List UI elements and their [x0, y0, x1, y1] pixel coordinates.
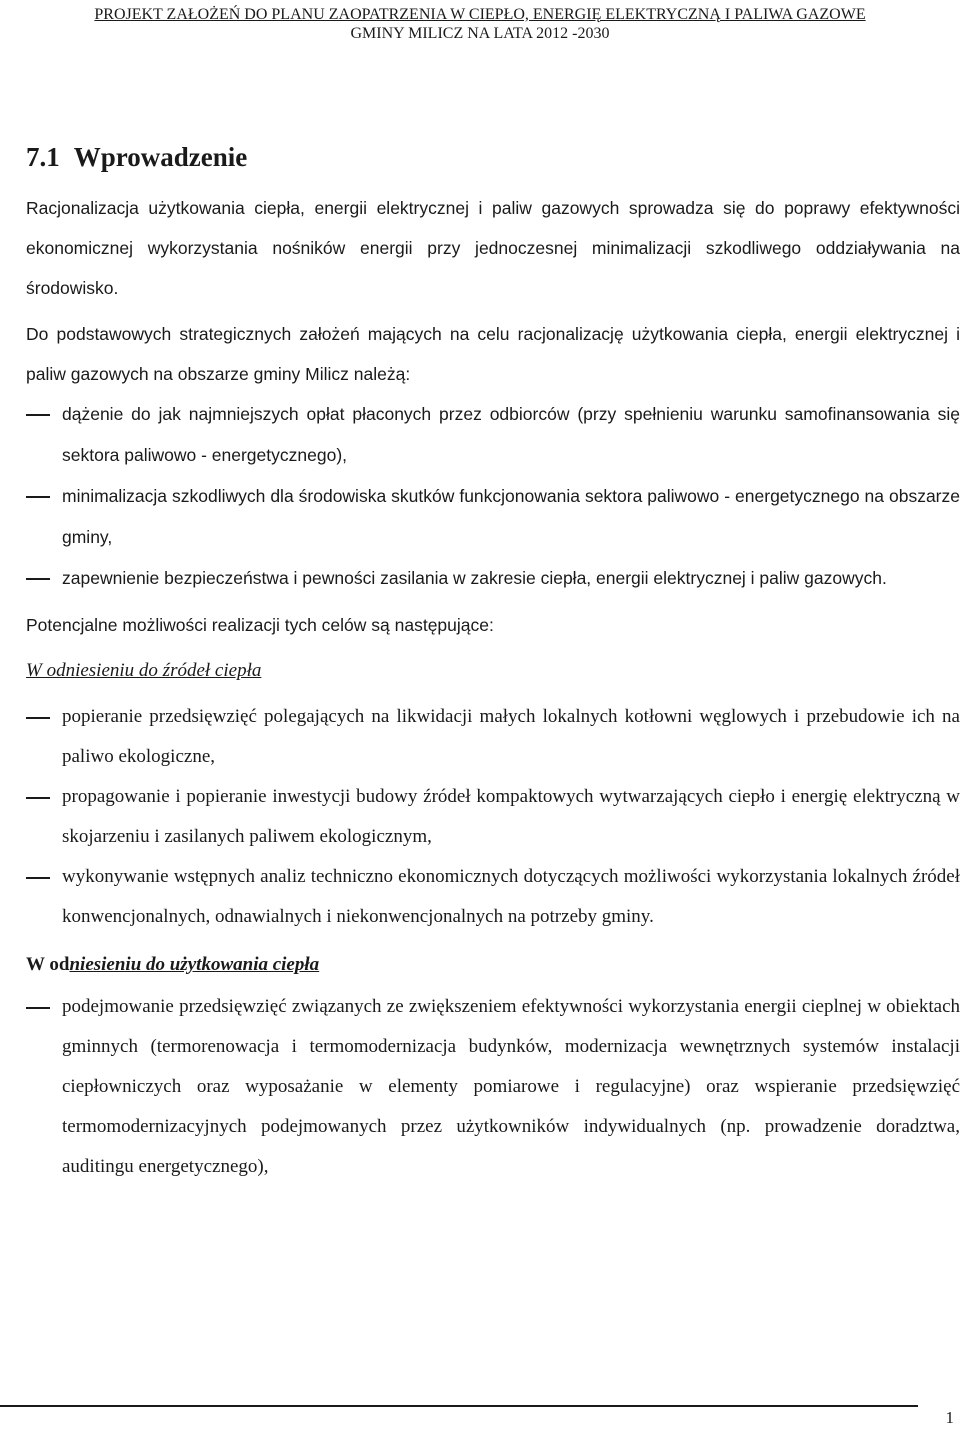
list-item-text: dążenie do jak najmniejszych opłat płaconych przez odbiorców (przy spełnieniu warunku samofinansowania się sektora paliwowo - energetycznego),: [62, 404, 960, 465]
section-number: 7.1: [26, 142, 60, 172]
footer-rule: [0, 1405, 918, 1407]
usage-list: [26, 987, 960, 1187]
intro-paragraph: Racjonalizacja użytkowania ciepła, energii elektrycznej i paliw gazowych sprowadza się do poprawy efektywności ekonomicznej wykorzystania nośników energii przy jednoczesnej minimalizacji szkodliwego oddziaływania na środowisko.: [26, 198, 960, 298]
list-item: [26, 558, 960, 599]
assumptions-list: [26, 394, 960, 599]
page-number: 1: [945, 1408, 954, 1427]
list-item-text: podejmowanie przedsięwzięć związanych ze zwiększeniem efektywności wykorzystania energii cieplnej w obiektach gminnych (termorenowacja i termomodernizacja budynków, modernizacja wewnętrznych systemów instalacji ciepłowniczych oraz wyposażanie w elementy pomiarowe i regulacyjne) oraz wspieranie przedsięwzięć termomodernizacyjnych podejmowanych przez użytkowników indywidualnych (np. prowadzenie doradztwa, auditingu energetycznego),: [62, 996, 960, 1177]
section-heading: [26, 140, 960, 174]
header-title-line: PROJEKT ZAŁOŻEŃ DO PLANU ZAOPATRZENIA W CIEPŁO, ENERGIĘ ELEKTRYCZNĄ I PALIWA GAZOWE: [94, 6, 866, 23]
list-item-text: propagowanie i popieranie inwestycji budowy źródeł kompaktowych wytwarzających ciepło i energię elektryczną w skojarzeniu i zasilanych paliwem ekologicznym,: [62, 786, 960, 847]
possibilities-lead: Potencjalne możliwości realizacji tych celów są następujące:: [26, 615, 494, 635]
list-item-text: wykonywanie wstępnych analiz techniczno ekonomicznych dotyczących możliwości wykorzystania lokalnych źródeł konwencjonalnych, odnawialnych i niekonwencjonalnych na potrzeby gminy.: [62, 866, 960, 927]
sources-heading: W odniesieniu do źródeł ciepła: [26, 660, 262, 681]
list-item-text: zapewnienie bezpieczeństwa i pewności zasilania w zakresie ciepła, energii elektrycznej i paliw gazowych.: [62, 568, 887, 588]
usage-heading-prefix: W od: [26, 954, 70, 975]
header-subtitle-line: GMINY MILICZ NA LATA 2012 -2030: [350, 25, 610, 42]
page-body: [26, 140, 960, 1187]
assumptions-lead: Do podstawowych strategicznych założeń mających na celu racjonalizację użytkowania ciepła, energii elektrycznej i paliw gazowych na obszarze gminy Milicz należą:: [26, 324, 960, 384]
running-header: [0, 0, 960, 43]
list-item: [26, 394, 960, 476]
list-item-text: minimalizacja szkodliwych dla środowiska skutków funkcjonowania sektora paliwowo - energetycznego na obszarze gminy,: [62, 486, 960, 547]
list-item-text: popieranie przedsięwzięć polegających na likwidacji małych lokalnych kotłowni węglowych i przebudowie ich na paliwo ekologiczne,: [62, 706, 960, 767]
sources-list: [26, 697, 960, 937]
list-item: [26, 476, 960, 558]
usage-heading: [26, 945, 960, 985]
usage-heading-rest: niesieniu do użytkowania ciepła: [69, 954, 320, 975]
list-item: [26, 987, 960, 1187]
list-item: [26, 697, 960, 777]
list-item: [26, 777, 960, 857]
section-title: Wprowadzenie: [73, 142, 248, 172]
list-item: [26, 857, 960, 937]
